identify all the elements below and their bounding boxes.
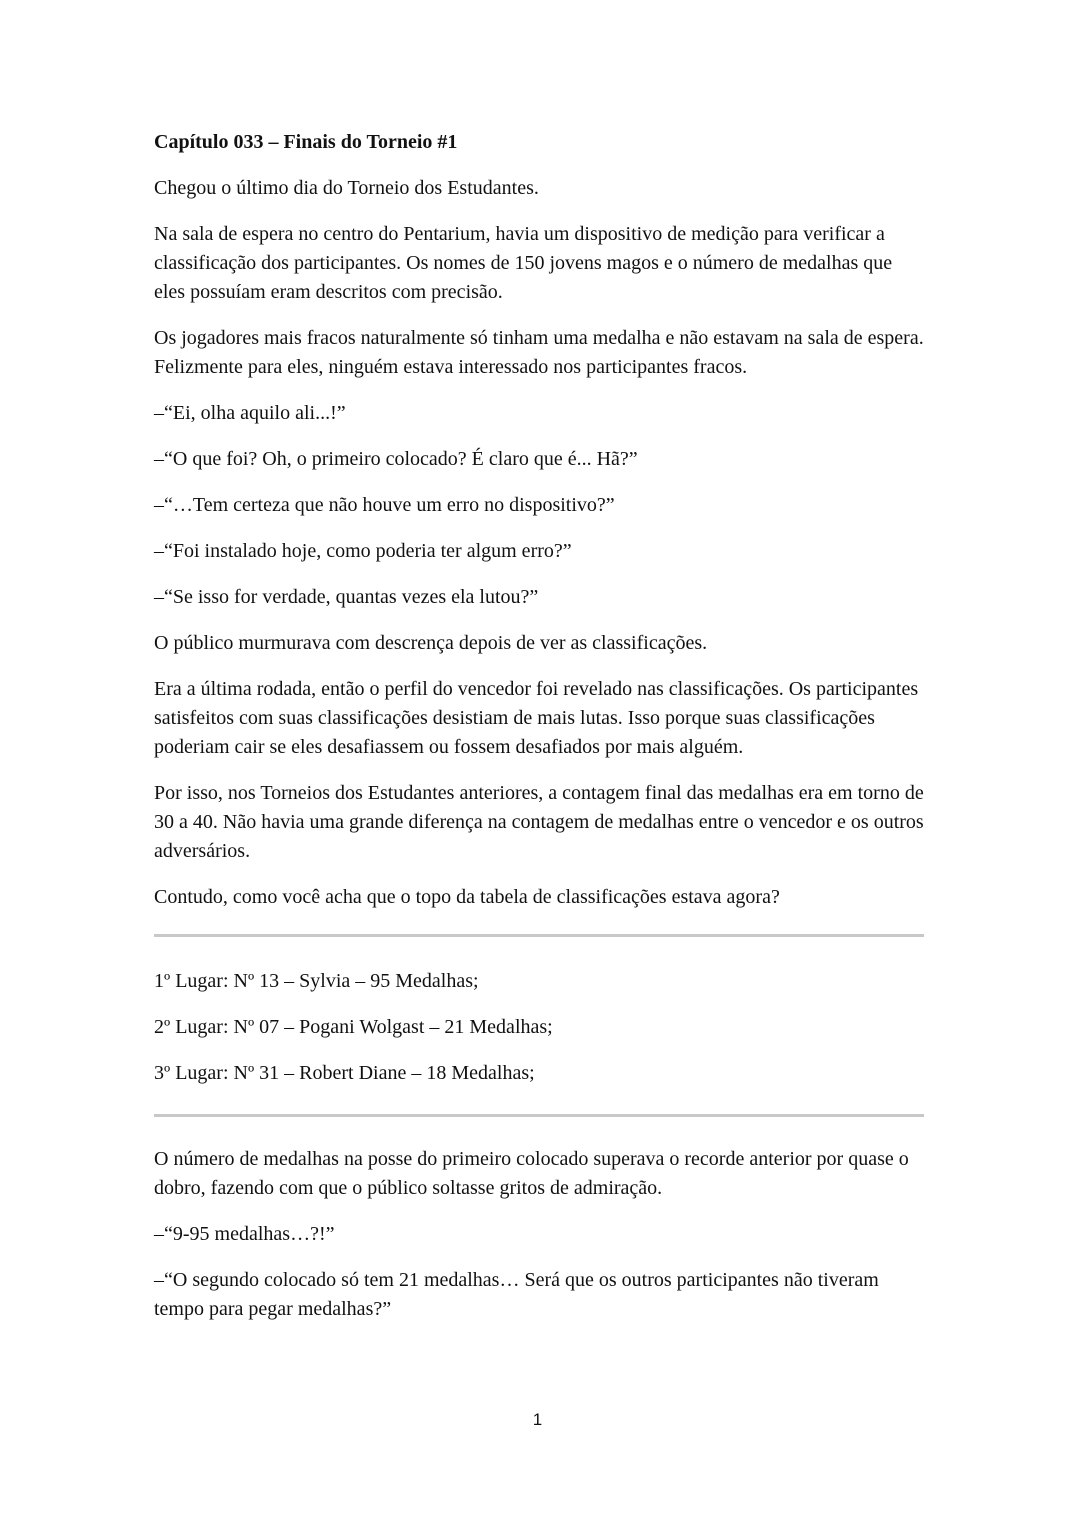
ranking-entry: 2º Lugar: Nº 07 – Pogani Wolgast – 21 Medalhas; — [154, 1016, 553, 1038]
document-page — [154, 128, 924, 1341]
paragraph: Contudo, como você acha que o topo da tabela de classificações estava agora? — [154, 886, 780, 908]
paragraph: Os jogadores mais fracos naturalmente só tinham uma medalha e não estavam na sala de espera. Felizmente para eles, ninguém estava interessado nos participantes fracos. — [154, 327, 924, 378]
page-number: 1 — [532, 1410, 543, 1429]
paragraph: O número de medalhas na posse do primeiro colocado superava o recorde anterior por quase o dobro, fazendo com que o público soltasse gritos de admiração. — [154, 1148, 909, 1199]
ranking-entry: 3º Lugar: Nº 31 – Robert Diane – 18 Medalhas; — [154, 1062, 535, 1084]
dialogue-line: –“O segundo colocado só tem 21 medalhas… Será que os outros participantes não tiveram tempo para pegar medalhas?” — [154, 1269, 879, 1320]
horizontal-rule — [154, 1114, 924, 1117]
chapter-title: Capítulo 033 – Finais do Torneio #1 — [154, 131, 458, 153]
dialogue-line: –“Ei, olha aquilo ali...!” — [154, 402, 346, 424]
dialogue-line: –“…Tem certeza que não houve um erro no dispositivo?” — [154, 494, 615, 516]
horizontal-rule — [154, 934, 924, 937]
dialogue-line: –“9-95 medalhas…?!” — [154, 1223, 335, 1245]
dialogue-line: –“Se isso for verdade, quantas vezes ela lutou?” — [154, 586, 539, 608]
dialogue-line: –“Foi instalado hoje, como poderia ter algum erro?” — [154, 540, 572, 562]
paragraph: Era a última rodada, então o perfil do vencedor foi revelado nas classificações. Os participantes satisfeitos com suas classificações desistiam de mais lutas. Isso porque suas classificações poderiam cair se eles desafiassem ou fossem desafiados por mais alguém. — [154, 678, 919, 758]
paragraph: O público murmurava com descrença depois de ver as classificações. — [154, 632, 708, 654]
ranking-entry: 1º Lugar: Nº 13 – Sylvia – 95 Medalhas; — [154, 970, 479, 992]
paragraph: Chegou o último dia do Torneio dos Estudantes. — [154, 177, 539, 199]
paragraph: Por isso, nos Torneios dos Estudantes anteriores, a contagem final das medalhas era em torno de 30 a 40. Não havia uma grande diferença na contagem de medalhas entre o vencedor e os outros adversários. — [154, 782, 924, 862]
dialogue-line: –“O que foi? Oh, o primeiro colocado? É claro que é... Hã?” — [154, 448, 638, 470]
paragraph: Na sala de espera no centro do Pentarium, havia um dispositivo de medição para verificar a classificação dos participantes. Os nomes de 150 jovens magos e o número de medalhas que eles possuíam eram descritos com precisão. — [154, 223, 893, 303]
